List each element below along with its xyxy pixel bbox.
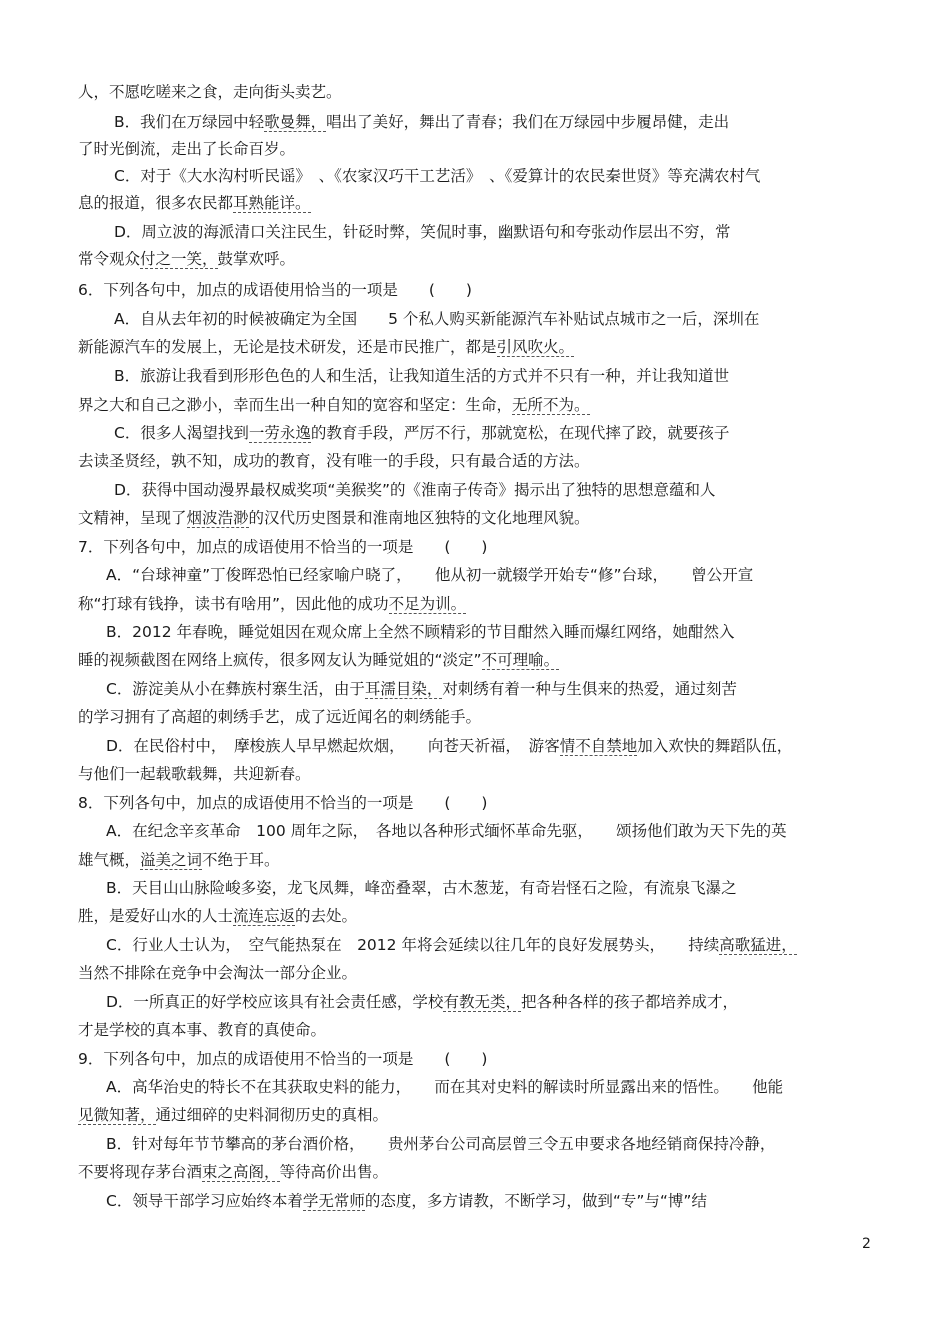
text-segment: 去读圣贤经，孰不知，成功的教育，没有唯一的手段，只有最合适的方法。 (78, 452, 590, 470)
text-line (78, 192, 348, 214)
text-segment: 把各种各样的孩子都培养成才， (520, 993, 738, 1011)
text-segment: 的学习拥有了高超的刺绣手艺，成了远近闻名的刺绣能手。 (78, 708, 482, 726)
text-segment: 通过细碎的史料洞彻历史的真相。 (155, 1106, 389, 1124)
idiom-marked: 一劳永逸 (248, 424, 311, 442)
text-line (114, 308, 834, 330)
idiom-marked: 情不自禁地 (559, 737, 638, 755)
page-number: 2 (862, 1236, 871, 1252)
text-segment: 常令观众 (78, 250, 141, 268)
text-line (78, 1104, 428, 1126)
text-line (78, 593, 554, 615)
text-line (106, 678, 796, 700)
text-segment: 唱出了美好，舞出了青春；我们在万绿园中步履昂健，走出 (326, 113, 730, 131)
text-segment: D．获得中国动漫界最权威奖项“美猴奖”的《淮南子传奇》揭示出了独特的思想意蕴和人 (114, 481, 716, 499)
text-segment: 雄气概， (78, 851, 141, 869)
text-line (114, 221, 790, 243)
text-segment: B．天目山山脉险峻多姿，龙飞凤舞，峰峦叠翠，古木葱茏，有奇岩怪石之险，有流泉飞瀑之 (106, 879, 737, 897)
text-segment: 睡的视频截图在网络上疯传，很多网友认为睡觉姐的“淡定” (78, 651, 482, 669)
text-segment: 文精神，呈现了 (78, 509, 187, 527)
text-segment: 不绝于耳。 (202, 851, 280, 869)
text-line (114, 111, 790, 133)
text-line (106, 934, 846, 956)
text-line (78, 1161, 444, 1183)
idiom-marked: 见微知著， (78, 1106, 156, 1124)
idiom-marked: 无所不为。 (512, 396, 590, 414)
text-line (78, 962, 442, 984)
idiom-marked: 有教无类， (443, 993, 521, 1011)
text-line (114, 165, 824, 187)
text-segment: 胜，是爱好山水的人士 (78, 907, 234, 925)
text-segment: 当然不排除在竞争中会淘汰一部分企业。 (78, 964, 358, 982)
text-line (78, 336, 670, 358)
text-segment: A．自从去年初的时候被确定为全国 5 个私人购买新能源汽车补贴试点城市之一后，深圳在 (114, 310, 760, 328)
idiom-marked: 学无常师 (302, 1192, 365, 1210)
text-segment: 称“打球有钱挣，读书有啥用”，因此他的成功 (78, 595, 389, 613)
text-line (78, 763, 400, 785)
text-line (106, 991, 782, 1013)
text-line (78, 138, 404, 160)
text-segment: 加入欢快的舞蹈队伍， (637, 737, 793, 755)
text-segment: C．对于《大水沟村听民谣》 、《农家汉巧干工艺活》 、《爱算计的农民秦世贤》等充满农村气 (114, 167, 761, 185)
idiom-marked: 引风吹火。 (496, 338, 575, 356)
text-segment: D．一所真正的好学校应该具有社会责任感，学校 (106, 993, 444, 1011)
text-segment: 对刺绣有着一种与生俱来的热爱，通过刻苦 (442, 680, 737, 698)
text-segment: 界之大和自己之渺小，幸而生出一种自知的宽容和坚定：生命， (78, 396, 513, 414)
text-segment: 的汉代历史图景和淮南地区独特的文化地理风貌。 (248, 509, 590, 527)
text-segment: 的教育手段，严厉不行，那就宽松，在现代摔了跤，就要孩子 (310, 424, 730, 442)
text-segment: 新能源汽车的发展上，无论是技术研发，还是市民推广，都是 (78, 338, 497, 356)
idiom-marked: 不足为训。 (388, 595, 467, 613)
text-segment: 9．下列各句中，加点的成语使用不恰当的一项是 ( ) (78, 1050, 488, 1068)
text-segment: 的去处。 (295, 907, 358, 925)
text-line (106, 820, 866, 842)
text-segment: C．行业人士认为， 空气能热泵在 2012 年将会延续以往几年的良好发展势头， 持续 (106, 936, 720, 954)
text-segment: B．针对每年节节攀高的茅台酒价格， 贵州茅台公司高层曾三令五申要求各地经销商保持冷静， (106, 1135, 776, 1153)
text-segment: 的态度，多方请教，不断学习，做到“专”与“博”结 (364, 1192, 707, 1210)
text-segment: 等待高价出售。 (279, 1163, 389, 1181)
text-line (78, 248, 318, 270)
text-segment: D．在民俗村中， 摩梭族人早早燃起炊烟， 向苍天祈福， 游客 (106, 737, 560, 755)
text-segment: A．高华治史的特长不在其获取史料的能力， 而在其对史料的解读时所显露出来的悟性。 他能 (106, 1078, 784, 1096)
idiom-marked: 高歌猛进， (719, 936, 797, 954)
text-segment: 8．下列各句中，加点的成语使用不恰当的一项是 ( ) (78, 794, 488, 812)
text-line (78, 536, 542, 558)
text-segment: 不要将现存茅台酒 (78, 1163, 203, 1181)
text-line (78, 1019, 414, 1041)
text-segment: 6．下列各句中，加点的成语使用恰当的一项是 ( ) (78, 281, 472, 299)
text-segment: A．在纪念辛亥革命 100 周年之际， 各地以各种形式缅怀革命先驱， 颂扬他们敢为天下先的英 (106, 822, 787, 840)
idiom-marked: 不可理喻。 (481, 651, 560, 669)
text-line (78, 649, 614, 671)
text-segment: 才是学校的真本事、教育的真使命。 (78, 1021, 327, 1039)
text-segment: C．很多人渴望找到 (114, 424, 249, 442)
text-line (78, 849, 378, 871)
text-line (114, 479, 790, 501)
idiom-marked: 束之高阁， (202, 1163, 280, 1181)
text-line (106, 564, 866, 586)
text-segment: 人，不愿吃嗟来之食，走向街头卖艺。 (78, 83, 342, 101)
text-line (78, 792, 542, 814)
text-segment: 了时光倒流，走出了长命百岁。 (78, 140, 296, 158)
idiom-marked: 耳熟能详。 (233, 194, 311, 212)
text-segment: D．周立波的海派清口关注民生，针砭时弊，笑侃时事，幽默语句和夸张动作层出不穷，常 (114, 223, 731, 241)
text-line (78, 279, 524, 301)
text-segment: B．旅游让我看到形形色色的人和生活，让我知道生活的方式并不只有一种，并让我知道世 (114, 367, 730, 385)
text-line (78, 1048, 542, 1070)
text-line (106, 1190, 792, 1212)
text-line (114, 422, 790, 444)
text-line (78, 706, 532, 728)
idiom-marked: 耳濡目染， (364, 680, 443, 698)
text-line (106, 621, 796, 643)
text-line (106, 1133, 866, 1155)
text-line (78, 394, 686, 416)
text-line (106, 735, 836, 757)
text-segment: A．“台球神童”丁俊晖恐怕已经家喻户晓了， 他从初一就辍学开始专“修”台球， 曾公开宣 (106, 566, 754, 584)
text-line (106, 1076, 866, 1098)
text-segment: 息的报道，很多农民都 (78, 194, 234, 212)
text-line (78, 450, 628, 472)
text-line (78, 81, 428, 103)
idiom-marked: 流连忘返 (233, 907, 296, 925)
text-segment: 与他们一起载歌载舞，共迎新春。 (78, 765, 311, 783)
idiom-marked: 歌曼舞， (264, 113, 327, 131)
text-segment: C．游淀美从小在彝族村寨生活，由于 (106, 680, 365, 698)
idiom-marked: 烟波浩渺 (186, 509, 249, 527)
text-segment: C．领导干部学习应始终本着 (106, 1192, 303, 1210)
text-segment: 鼓掌欢呼。 (217, 250, 296, 268)
text-segment: B．我们在万绿园中轻 (114, 113, 265, 131)
idiom-marked: 溢美之词 (140, 851, 203, 869)
text-line (106, 877, 796, 899)
text-line (78, 507, 628, 529)
idiom-marked: 付之一笑， (140, 250, 218, 268)
text-segment: 7．下列各句中，加点的成语使用不恰当的一项是 ( ) (78, 538, 488, 556)
text-segment: B．2012 年春晚，睡觉姐因在观众席上全然不顾精彩的节目酣然入睡而爆红网络，她酣然入 (106, 623, 735, 641)
text-line (114, 365, 790, 387)
text-line (78, 905, 414, 927)
